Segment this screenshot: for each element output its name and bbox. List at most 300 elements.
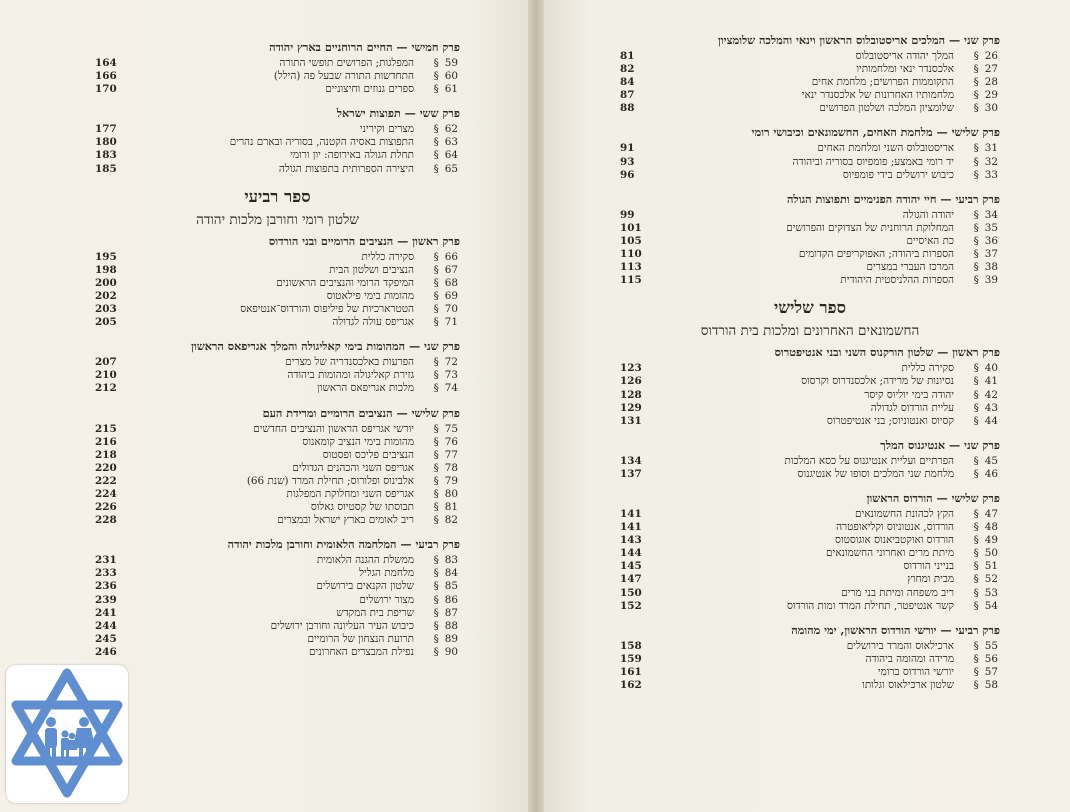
section-sign: § [433, 514, 439, 527]
entry-title: ממשלת ההגנה הלאומית [316, 554, 414, 567]
section-number-value: 45 [984, 454, 998, 467]
book-subtitle: החשמונאים האחרונים ומלכות בית הורדוס [700, 323, 920, 340]
section-sign: § [433, 250, 439, 263]
section-sign: § [433, 382, 439, 395]
toc-entry [95, 356, 460, 369]
book-gutter [528, 0, 544, 812]
section-sign: § [973, 560, 979, 573]
toc-entry [95, 646, 460, 659]
section-number-value: 52 [984, 573, 998, 586]
entry-title: הספרות ההלניסטית היהודית [840, 274, 954, 287]
page-number: 215 [95, 422, 117, 435]
section-sign: § [973, 50, 979, 62]
section-number-value: 68 [444, 276, 458, 289]
section-sign: § [973, 362, 979, 375]
entry-title: אריסטובלוס השני ומלחמת האחים [817, 142, 954, 155]
page-number: 115 [620, 274, 642, 287]
toc-entry [95, 475, 460, 488]
section-number [418, 303, 460, 316]
section-number-value: 64 [444, 149, 458, 162]
toc-entry [620, 653, 1000, 666]
toc-entry [620, 402, 1000, 415]
toc-entry [620, 468, 1000, 481]
section-sign: § [433, 593, 439, 606]
page-number: 161 [620, 665, 642, 678]
entry-title: שריפת בית המקדש [336, 606, 414, 619]
section-number-value: 41 [984, 375, 998, 388]
section-number [418, 580, 460, 593]
chapter [95, 406, 460, 528]
section-sign: § [433, 487, 439, 500]
section-number [418, 369, 460, 382]
toc-entry [95, 488, 460, 501]
section-number-value: 69 [444, 289, 458, 302]
section-number-value: 33 [984, 168, 998, 181]
section-number [958, 142, 1000, 155]
section-number [958, 402, 1000, 415]
entry-title: בנייני הורדוס [903, 560, 954, 573]
section-number-value: 47 [984, 507, 998, 520]
section-number-value: 51 [984, 560, 998, 573]
toc-entry [620, 534, 1000, 547]
section-number-value: 70 [444, 303, 458, 316]
section-sign: § [973, 639, 979, 652]
section-number [958, 587, 1000, 600]
section-number [958, 169, 1000, 182]
toc-entry [95, 290, 460, 303]
chapter-title: פרק שני — המהומות בימי קאליגולה והמלך אגריפאס הראשון [191, 339, 460, 354]
section-number-value: 80 [444, 487, 458, 500]
entry-title: מרידה ומהומה ביהודה [865, 652, 954, 665]
chapter-title: פרק רביעי — המלחמה הלאומית וחורבן מלכות יהודה [227, 537, 460, 552]
page-number: 195 [95, 250, 117, 263]
section-number-value: 31 [984, 142, 998, 155]
section-number-value: 59 [444, 57, 458, 69]
section-number [958, 102, 1000, 115]
section-sign: § [973, 599, 979, 612]
toc-entry [620, 50, 1000, 63]
section-number-value: 44 [984, 414, 998, 427]
entry-title: מלכות אגריפאס הראשון [317, 382, 414, 395]
right-chapters-before [620, 33, 1000, 287]
section-number [958, 455, 1000, 468]
entry-title: יהודה בימי יוליוס קיסר [864, 388, 954, 401]
section-sign: § [973, 208, 979, 221]
section-number [418, 594, 460, 607]
entry-title: מהומות בימי הנציב קומאנוס [302, 435, 414, 448]
book-heading: ספר שלישי [774, 298, 846, 318]
section-number-value: 50 [984, 547, 998, 560]
entry-title: כת האיסיים [906, 234, 954, 247]
section-sign: § [433, 474, 439, 487]
entry-title: תרועת הנצחון של הרומיים [307, 632, 414, 645]
page-number: 220 [95, 461, 117, 474]
entry-title: אגריפס השני והכהנים הגדולים [292, 461, 414, 474]
entry-title: קסיוס ואנטוניוס; בני אנטיפטרוס [826, 414, 954, 427]
section-sign: § [433, 289, 439, 302]
page-number: 180 [95, 136, 117, 149]
chapter-title: פרק שלישי — הורדוס הראשון [866, 490, 1000, 505]
page-number: 244 [95, 619, 117, 632]
toc-entry [620, 156, 1000, 169]
page-number: 185 [95, 162, 117, 175]
toc-entry [95, 369, 460, 382]
section-number [418, 149, 460, 162]
section-number [418, 514, 460, 527]
section-number [958, 640, 1000, 653]
page-number: 152 [620, 599, 642, 612]
toc-entry [95, 567, 460, 580]
section-number [958, 508, 1000, 521]
section-number-value: 61 [444, 83, 458, 96]
section-number [958, 89, 1000, 102]
section-number-value: 30 [984, 102, 998, 115]
section-number [418, 567, 460, 580]
page-number: 144 [620, 547, 642, 560]
page-number: 134 [620, 454, 642, 467]
toc-entry [620, 248, 1000, 261]
page-number: 93 [620, 155, 635, 168]
section-sign: § [973, 261, 979, 274]
section-number-value: 28 [984, 76, 998, 89]
toc-entry [620, 508, 1000, 521]
chapter-title: פרק ראשון — הנציבים הרומיים ובני הורדוס [268, 233, 460, 248]
toc-entry [620, 455, 1000, 468]
page-number: 96 [620, 168, 635, 181]
page-number: 143 [620, 534, 642, 547]
page-number: 162 [620, 679, 642, 691]
section-number [418, 436, 460, 449]
section-sign: § [433, 57, 439, 69]
right-book-heading-block [620, 297, 1000, 341]
section-number-value: 60 [444, 70, 458, 83]
right-table-of-contents [620, 33, 1000, 702]
toc-entry [95, 514, 460, 527]
toc-entry [95, 607, 460, 620]
section-number-value: 65 [444, 162, 458, 175]
section-number [418, 462, 460, 475]
section-sign: § [973, 547, 979, 560]
chapter [95, 40, 460, 96]
section-number-value: 86 [444, 593, 458, 606]
toc-entry [95, 303, 460, 316]
section-sign: § [433, 149, 439, 162]
chapter [95, 234, 460, 330]
entry-title: שלטון ארכילאוס וגלותו [862, 679, 954, 691]
toc-entry [620, 362, 1000, 375]
section-sign: § [973, 168, 979, 181]
page-number: 126 [620, 375, 642, 388]
section-sign: § [973, 375, 979, 388]
section-number [958, 560, 1000, 573]
section-sign: § [973, 274, 979, 287]
section-number [958, 600, 1000, 613]
toc-entry [95, 251, 460, 264]
toc-entry [95, 163, 460, 176]
section-number-value: 72 [444, 356, 458, 369]
section-number [958, 362, 1000, 375]
toc-entry [95, 264, 460, 277]
page-number: 222 [95, 474, 117, 487]
page-number: 245 [95, 632, 117, 645]
section-number-value: 36 [984, 234, 998, 247]
section-number-value: 42 [984, 388, 998, 401]
page-number: 82 [620, 63, 635, 76]
section-number-value: 27 [984, 63, 998, 76]
page-number: 166 [95, 70, 117, 83]
page-number: 147 [620, 573, 642, 586]
page-number: 236 [95, 580, 117, 593]
section-number-value: 76 [444, 435, 458, 448]
section-sign: § [973, 221, 979, 234]
left-book-heading-block [95, 186, 460, 230]
chapter [95, 106, 460, 175]
section-number [418, 356, 460, 369]
section-sign: § [973, 534, 979, 547]
page-number: 205 [95, 316, 117, 329]
section-sign: § [433, 83, 439, 96]
section-sign: § [973, 665, 979, 678]
section-number [418, 123, 460, 136]
entry-title: שלומציון המלכה ושלטון הפרושים [819, 102, 954, 115]
section-number-value: 88 [444, 619, 458, 632]
page-number: 216 [95, 435, 117, 448]
section-sign: § [973, 76, 979, 89]
toc-entry [95, 594, 460, 607]
page-number: 101 [620, 221, 642, 234]
section-sign: § [433, 448, 439, 461]
section-number [418, 264, 460, 277]
section-sign: § [973, 248, 979, 261]
section-number [958, 573, 1000, 586]
chapter-title: פרק חמישי — החיים הרוחניים בארץ יהודה [269, 40, 460, 54]
section-sign: § [433, 554, 439, 567]
entry-title: המחלוקת הרוחנית של הצדוקים והפרושים [786, 221, 954, 234]
toc-entry [95, 501, 460, 514]
section-number [418, 554, 460, 567]
page-number: 128 [620, 388, 642, 401]
toc-entry [620, 415, 1000, 428]
entry-title: המרכז העברי במצרים [866, 261, 954, 274]
section-number-value: 38 [984, 261, 998, 274]
section-number [418, 475, 460, 488]
entry-title: מלחמותיו האחרונות של אלכסנדר ינאי [801, 89, 954, 102]
section-number [418, 277, 460, 290]
section-number [418, 251, 460, 264]
section-number [958, 50, 1000, 63]
entry-title: יורשי אגריפס הראשון והנציבים החדשים [253, 422, 414, 435]
toc-entry [95, 449, 460, 462]
star-of-david-family-logo-icon [6, 665, 128, 803]
page-number: 150 [620, 586, 642, 599]
section-sign: § [433, 501, 439, 514]
toc-entry [620, 235, 1000, 248]
entry-title: ריב משפחה ומיתת בני מרים [841, 586, 954, 599]
page-number: 231 [95, 554, 117, 567]
section-number-value: 57 [984, 665, 998, 678]
section-number-value: 90 [444, 645, 458, 658]
toc-entry [95, 620, 460, 633]
section-number-value: 67 [444, 263, 458, 276]
section-sign: § [973, 89, 979, 102]
chapter-title: פרק ראשון — שלטון הורקנוס השני ובני אנטיפטרוס [774, 345, 1000, 360]
section-number-value: 26 [984, 50, 998, 62]
section-sign: § [433, 461, 439, 474]
section-sign: § [973, 414, 979, 427]
toc-entry [95, 554, 460, 567]
section-sign: § [973, 679, 979, 691]
section-number-value: 87 [444, 606, 458, 619]
section-number [418, 382, 460, 395]
section-number-value: 81 [444, 501, 458, 514]
section-number [418, 163, 460, 176]
section-number [418, 316, 460, 329]
toc-entry [95, 382, 460, 395]
chapter [620, 345, 1000, 427]
entry-title: הנציבים פליכס ופסטוס [322, 448, 414, 461]
section-number [958, 222, 1000, 235]
entry-title: כיבוש ירושלים בידי פומפיוס [842, 168, 954, 181]
entry-title: יורשי הורדוס ברומי [877, 665, 954, 678]
toc-entry [620, 142, 1000, 155]
section-number-value: 48 [984, 521, 998, 534]
entry-title: שלטון הקנאים בירושלים [316, 580, 414, 593]
section-sign: § [433, 70, 439, 83]
section-number [958, 666, 1000, 679]
toc-entry [620, 547, 1000, 560]
entry-title: יד רומי באמצע; פומפיוס בסוריה וביהודה [792, 155, 954, 168]
watermark-logo [6, 665, 128, 803]
page-number: 210 [95, 369, 117, 382]
section-number [958, 389, 1000, 402]
toc-entry [620, 679, 1000, 692]
page-number: 99 [620, 208, 635, 221]
chapter-title: פרק שלישי — מלחמת האחים, החשמונאים וכיבושי רומי [751, 125, 1000, 140]
section-number-value: 53 [984, 586, 998, 599]
section-sign: § [433, 263, 439, 276]
entry-title: עליית הורדוס לגדולה [870, 401, 954, 414]
section-number-value: 58 [984, 679, 998, 691]
entry-title: ספרים גנוזים וחיצוניים [325, 83, 414, 96]
section-number [958, 261, 1000, 274]
entry-title: המלך יהודה אריסטובלוס [855, 50, 954, 62]
section-number [418, 423, 460, 436]
page-number: 239 [95, 593, 117, 606]
section-number-value: 82 [444, 514, 458, 527]
page-number: 170 [95, 83, 117, 96]
section-sign: § [433, 123, 439, 136]
toc-entry [95, 70, 460, 83]
entry-title: מצרים וקיריני [359, 123, 414, 136]
section-number-value: 35 [984, 221, 998, 234]
left-table-of-contents [95, 40, 460, 669]
entry-title: מצור ירושלים [359, 593, 414, 606]
section-number-value: 29 [984, 89, 998, 102]
section-number [418, 136, 460, 149]
right-chapters-after [620, 345, 1000, 692]
toc-entry [620, 261, 1000, 274]
section-sign: § [433, 276, 439, 289]
page-number: 158 [620, 639, 642, 652]
entry-title: הורדוס ואוקטביאנוס אוגוסטוס [835, 534, 954, 547]
entry-title: מלחמת הגליל [359, 567, 414, 580]
section-sign: § [433, 136, 439, 149]
section-number [418, 501, 460, 514]
entry-title: התפוצות באסיה הקטנה, בסוריה ובארם נהרים [229, 136, 414, 149]
page-number: 88 [620, 102, 635, 115]
section-sign: § [973, 234, 979, 247]
chapter-title: פרק רביעי — חיי יהודה הפנימיים ותפוצות הגולה [786, 191, 1000, 206]
section-number-value: 79 [444, 474, 458, 487]
entry-title: נסיונות של מרידה; אלכסנדרוס וקרסוס [801, 375, 954, 388]
section-number-value: 56 [984, 652, 998, 665]
section-number-value: 46 [984, 467, 998, 480]
section-number [958, 63, 1000, 76]
entry-title: התקוממות הפרושים; מלחמת אחים [811, 76, 954, 89]
section-number [418, 449, 460, 462]
section-number-value: 83 [444, 554, 458, 567]
entry-title: היצירה הספרותית בתפוצות הגולה [278, 162, 414, 175]
section-sign: § [433, 567, 439, 580]
page-number: 246 [95, 645, 117, 658]
chapter [620, 192, 1000, 288]
entry-title: תחלת הגולה באירופה: יון ורומי [290, 149, 414, 162]
entry-title: אלבינוס ופלורוס; תחילת המרד (שנת 66) [246, 474, 414, 487]
section-number-value: 73 [444, 369, 458, 382]
toc-entry [95, 277, 460, 290]
section-sign: § [973, 521, 979, 534]
chapter-title: פרק שלישי — הנציבים הרומיים ומרידת העם [262, 405, 460, 420]
section-sign: § [973, 388, 979, 401]
entry-title: הקץ לכהונת החשמונאים [855, 507, 954, 520]
toc-entry [620, 76, 1000, 89]
chapter [620, 623, 1000, 692]
page-number: 105 [620, 234, 642, 247]
page-number: 241 [95, 606, 117, 619]
section-sign: § [973, 573, 979, 586]
left-chapters-after [95, 234, 460, 659]
page-number: 141 [620, 521, 642, 534]
page-number: 110 [620, 248, 642, 261]
section-number [418, 646, 460, 659]
section-number-value: 63 [444, 136, 458, 149]
section-number [418, 633, 460, 646]
chapter-title: פרק ששי — תפוצות ישראל [336, 106, 460, 121]
section-number [958, 156, 1000, 169]
toc-entry [95, 462, 460, 475]
entry-title: המפלגות; הפרושים תופשי התורה [279, 57, 414, 69]
section-number-value: 40 [984, 362, 998, 375]
section-number-value: 77 [444, 448, 458, 461]
toc-entry [95, 436, 460, 449]
section-sign: § [433, 632, 439, 645]
toc-entry [620, 209, 1000, 222]
section-number-value: 55 [984, 639, 998, 652]
section-number [958, 248, 1000, 261]
section-number-value: 37 [984, 248, 998, 261]
section-number-value: 71 [444, 316, 458, 329]
chapter [620, 491, 1000, 613]
chapter [95, 537, 460, 659]
book-subtitle: שלטון רומי וחורבן מלכות יהודה [196, 211, 359, 228]
toc-entry [620, 666, 1000, 679]
section-number [958, 653, 1000, 666]
book-heading: ספר רביעי [244, 186, 311, 206]
section-number-value: 49 [984, 534, 998, 547]
toc-entry [95, 123, 460, 136]
entry-title: הורדוס, אנטוניוס וקליאופטרה [836, 521, 954, 534]
toc-entry [620, 640, 1000, 653]
